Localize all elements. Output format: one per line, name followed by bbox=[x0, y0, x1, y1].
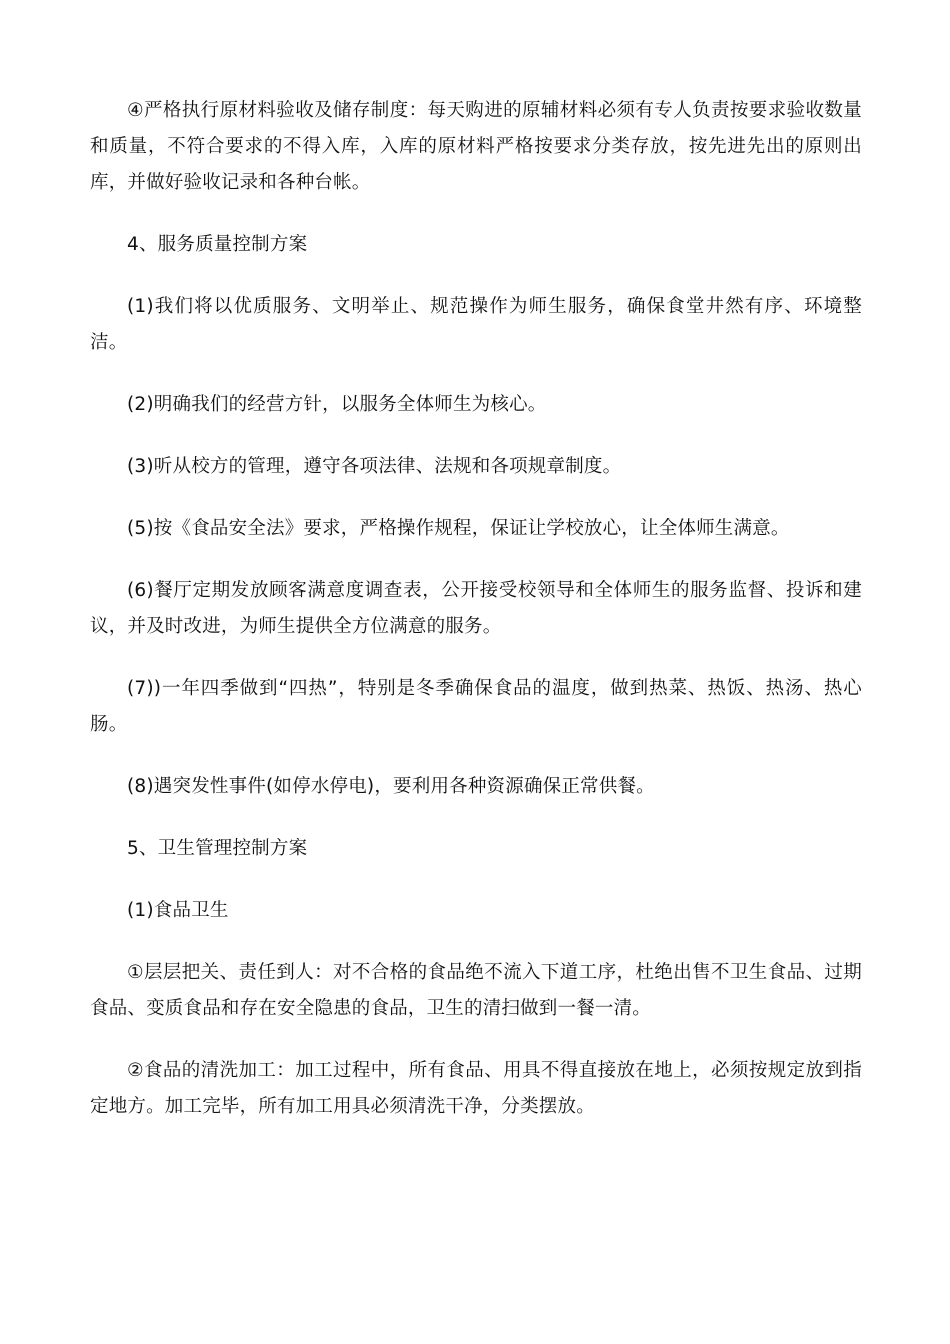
paragraph-service-item-5: (5)按《食品安全法》要求，严格操作规程，保证让学校放心，让全体师生满意。 bbox=[127, 518, 790, 539]
paragraph-service-item-1: (1)我们将以优质服务、文明举止、规范操作为师生服务，确保食堂井然有序、环境整洁。 bbox=[90, 296, 862, 353]
heading-service-quality-control: 4、服务质量控制方案 bbox=[127, 234, 308, 255]
paragraph-hygiene-item-2: ②食品的清洗加工：加工过程中，所有食品、用具不得直接放在地上，必须按规定放到指定地方。加工完毕，所有加工用具必须清洗干净，分类摆放。 bbox=[90, 1060, 862, 1117]
heading-hygiene-management-control: 5、卫生管理控制方案 bbox=[127, 838, 308, 859]
paragraph-service-item-3: (3)听从校方的管理，遵守各项法律、法规和各项规章制度。 bbox=[127, 456, 622, 477]
paragraph-service-item-7: (7))一年四季做到“四热”，特别是冬季确保食品的温度，做到热菜、热饭、热汤、热心肠。 bbox=[90, 678, 862, 735]
paragraph-service-item-2: (2)明确我们的经营方针，以服务全体师生为核心。 bbox=[127, 394, 547, 415]
paragraph-service-item-6: (6)餐厅定期发放顾客满意度调查表，公开接受校领导和全体师生的服务监督、投诉和建议，并及时改进，为师生提供全方位满意的服务。 bbox=[90, 580, 862, 637]
paragraph-hygiene-item-1: ①层层把关、责任到人：对不合格的食品绝不流入下道工序，杜绝出售不卫生食品、过期食品、变质食品和存在安全隐患的食品，卫生的清扫做到一餐一清。 bbox=[90, 962, 862, 1019]
subheading-food-hygiene: (1)食品卫生 bbox=[127, 900, 229, 921]
document-body bbox=[90, 93, 862, 1151]
paragraph-service-item-8: (8)遇突发性事件(如停水停电)，要利用各种资源确保正常供餐。 bbox=[127, 776, 655, 797]
paragraph-raw-material-inspection: ④严格执行原材料验收及储存制度：每天购进的原辅材料必须有专人负责按要求验收数量和质量，不符合要求的不得入库，入库的原材料严格按要求分类存放，按先进先出的原则出库，并做好验收记录和各种台帐。 bbox=[90, 100, 862, 193]
